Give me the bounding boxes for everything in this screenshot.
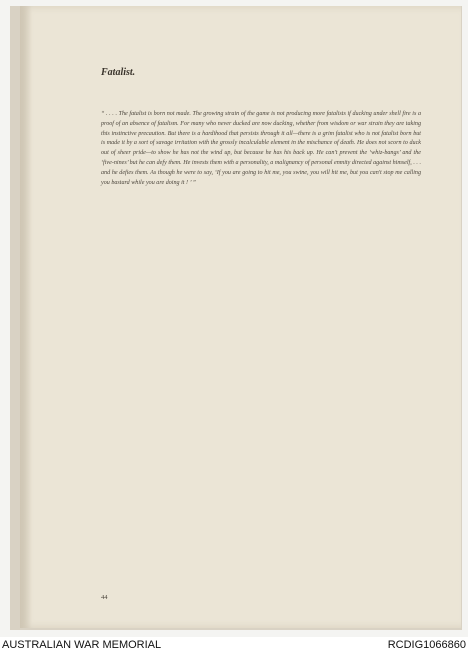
footer-record-id: RCDIG1066860 [387,639,466,651]
page-heading: Fatalist. [101,67,136,78]
quote-paragraph: “ . . . . The fatalist is born not made. The growing strain of the game is not producing more fatalists if ducking under shell fire is a proof of an absence of fatalism. For many who never ducked are now ducking, whether from wisdom or war strain they are taking this instinctive precaution. But there is a hardihood that persists through it all—there is a grim fatalist who is not fatalist born but is made it by a sort of savage irritation with the grossly incalculable element in the mischance of death. He does not scorn to duck out of sheer pride—to show he has not the wind up, but because he has his back up. He can't prevent the ‘whiz-bangs’ and the ‘five-nines’ but he can defy them. He invests them with a personality, a malignancy of personal enmity directed against himself, . . . and he defies them. As though he were to say, ‘If you are going to hit me, you swine, you will hit me, but you can't stop me calling you bastard while you are doing it ! ’ ” [101,111,421,186]
archive-footer [0,637,468,653]
page-number: 44 [101,594,108,601]
footer-institution: AUSTRALIAN WAR MEMORIAL [2,639,162,651]
book-page [20,6,461,628]
page-gutter [20,6,32,628]
